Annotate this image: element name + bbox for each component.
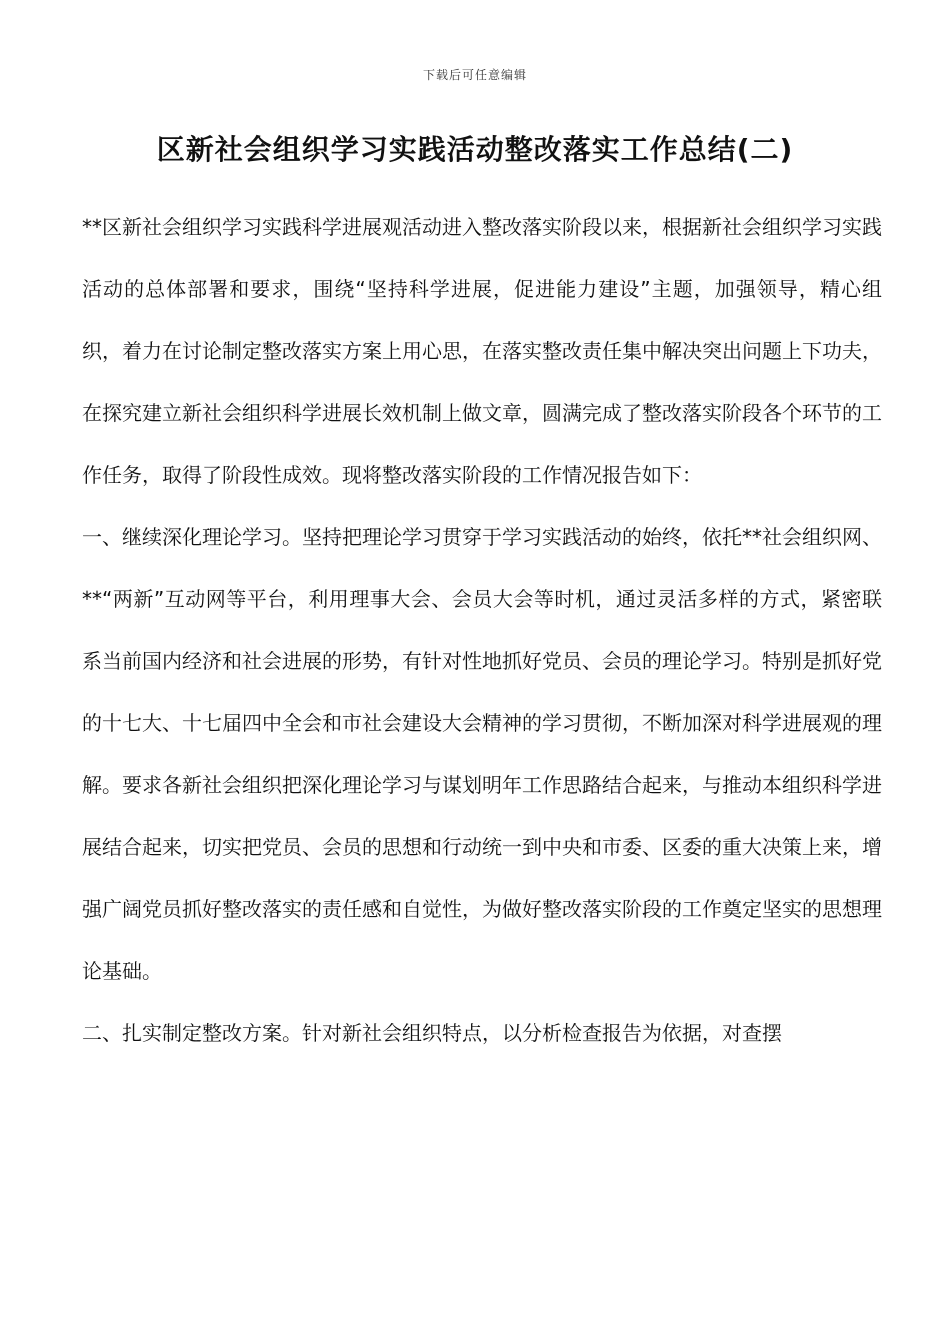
paragraph-section-1: 一、继续深化理论学习。坚持把理论学习贯穿于学习实践活动的始终，依托**社会组织网、**“两新”互动网等平台，利用理事大会、会员大会等时机，通过灵活多样的方式，紧密联系当前国内经济和社会进展的形势，有针对性地抓好党员、会员的理论学习。特别是抓好党的十七大、十七届四中全会和市社会建设大会精神的学习贯彻，不断加深对科学进展观的理解。要求各新社会组织把深化理论学习与谋划明年工作思路结合起来，与推动本组织科学进展结合起来，切实把党员、会员的思想和行动统一到中央和市委、区委的重大决策上来，增强广阔党员抓好整改落实的责任感和自觉性，为做好整改落实阶段的工作奠定坚实的思想理论基础。	[82, 525, 882, 983]
paragraph-intro: **区新社会组织学习实践科学进展观活动进入整改落实阶段以来，根据新社会组织学习实践活动的总体部署和要求，围绕“坚持科学进展，促进能力建设”主题，加强领导，精心组织，着力在讨论制定整改落实方案上用心思，在落实整改责任集中解决突出问题上下功夫，在探究建立新社会组织科学进展长效机制上做文章，圆满完成了整改落实阶段各个环节的工作任务，取得了阶段性成效。现将整改落实阶段的工作情况报告如下：	[82, 215, 882, 487]
document-body	[82, 196, 882, 1064]
paragraph-section-2: 二、扎实制定整改方案。针对新社会组织特点，以分析检查报告为依据，对查摆	[82, 1021, 782, 1045]
header-note: 下载后可任意编辑	[422, 68, 527, 82]
document-title: 区新社会组织学习实践活动整改落实工作总结(二)	[156, 133, 794, 166]
